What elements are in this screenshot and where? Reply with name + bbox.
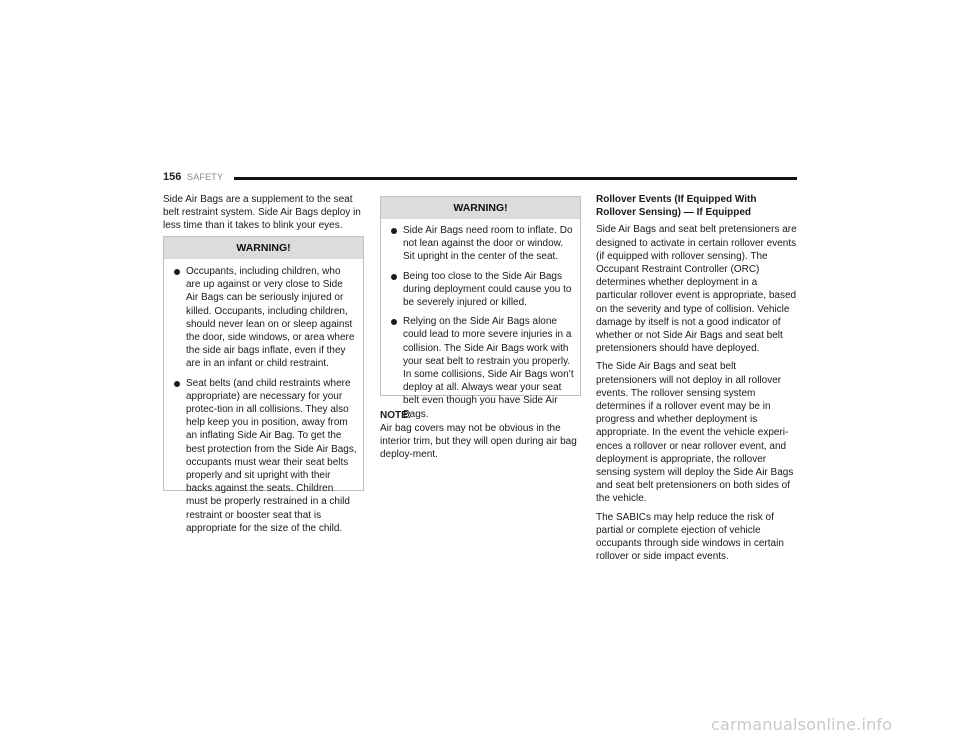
warning-list: [164, 259, 363, 535]
note-label: NOTE:: [380, 410, 412, 421]
watermark: carmanualsonline.info: [711, 715, 893, 734]
intro-paragraph: Side Air Bags are a supplement to the seat belt restraint system. Side Air Bags deploy in less time than it takes to blink your eyes.: [163, 194, 361, 232]
page-number: 156: [163, 171, 182, 183]
warning-list: [381, 219, 580, 421]
rollover-heading: Rollover Events (If Equipped With Rollover Sensing) — If Equipped: [596, 194, 757, 219]
warning-item: Relying on the Side Air Bags alone could lead to more severe injuries in a collision. The Side Air Bags work with your seat belt to restrain you properly. In some collisions, Side Air Bags won’t deploy at all. Always wear your seat belt even though you have Side Air Bags.: [387, 315, 574, 421]
rollover-paragraph: The Side Air Bags and seat belt pretensioners will not deploy in all rollover events. The rollover sensing system determines if a rollover event may be in progress and whether deployment is appropriate. In the event the vehicle experi-ences a rollover or near rollover event, and deployment is appropriate, the rollover sensing system will deploy the Side Air Bags and seat belt pretensioners on both sides of the vehicle.: [596, 361, 794, 505]
rollover-paragraph: The SABICs may help reduce the risk of partial or complete ejection of vehicle occupants through side windows in certain rollover or side impact events.: [596, 511, 784, 563]
warning-item: Seat belts (and child restraints where appropriate) are necessary for your protec-tion in all collisions. They also help keep you in position, away from an inflating Side Air Bag. To get the best protection from the Side Air Bags, occupants must wear their seat belts properly and sit upright with their backs against the seats. Children must be properly restrained in a child restraint or booster seat that is appropriate for the size of the child.: [170, 377, 357, 535]
rollover-section: [596, 193, 799, 568]
page-header: [163, 171, 797, 185]
warning-item: Being too close to the Side Air Bags during deployment could cause you to be severely injured or killed.: [387, 270, 574, 310]
warning-box-1: [163, 236, 364, 534]
note-block: [380, 409, 580, 462]
rollover-paragraph: Side Air Bags and seat belt pretensioners are designed to activate in certain rollover events (if equipped with rollover sensing). The Occupant Restraint Controller (ORC) determines whether deployment in a particular rollover event is appropriate, based on the severity and type of collision. Vehicle damage by itself is not a good indicator of whether or not Side Air Bags and seat belt pretensioners should have deployed.: [596, 224, 797, 355]
header-rule: [234, 177, 797, 180]
section-title: SAFETY: [187, 172, 224, 182]
note-text: Air bag covers may not be obvious in the interior trim, but they will open during air bag deploy-ment.: [380, 423, 577, 461]
warning-item: Side Air Bags need room to inflate. Do not lean against the door or window. Sit upright in the center of the seat.: [387, 224, 574, 264]
warning-title: WARNING!: [381, 197, 580, 219]
warning-item: Occupants, including children, who are up against or very close to Side Air Bags can be seriously injured or killed. Occupants, including children, should never lean on or sleep against the door, side windows, or area where the side air bags inflate, even if they are in an infant or child restraint.: [170, 265, 357, 371]
warning-title: WARNING!: [164, 237, 363, 259]
